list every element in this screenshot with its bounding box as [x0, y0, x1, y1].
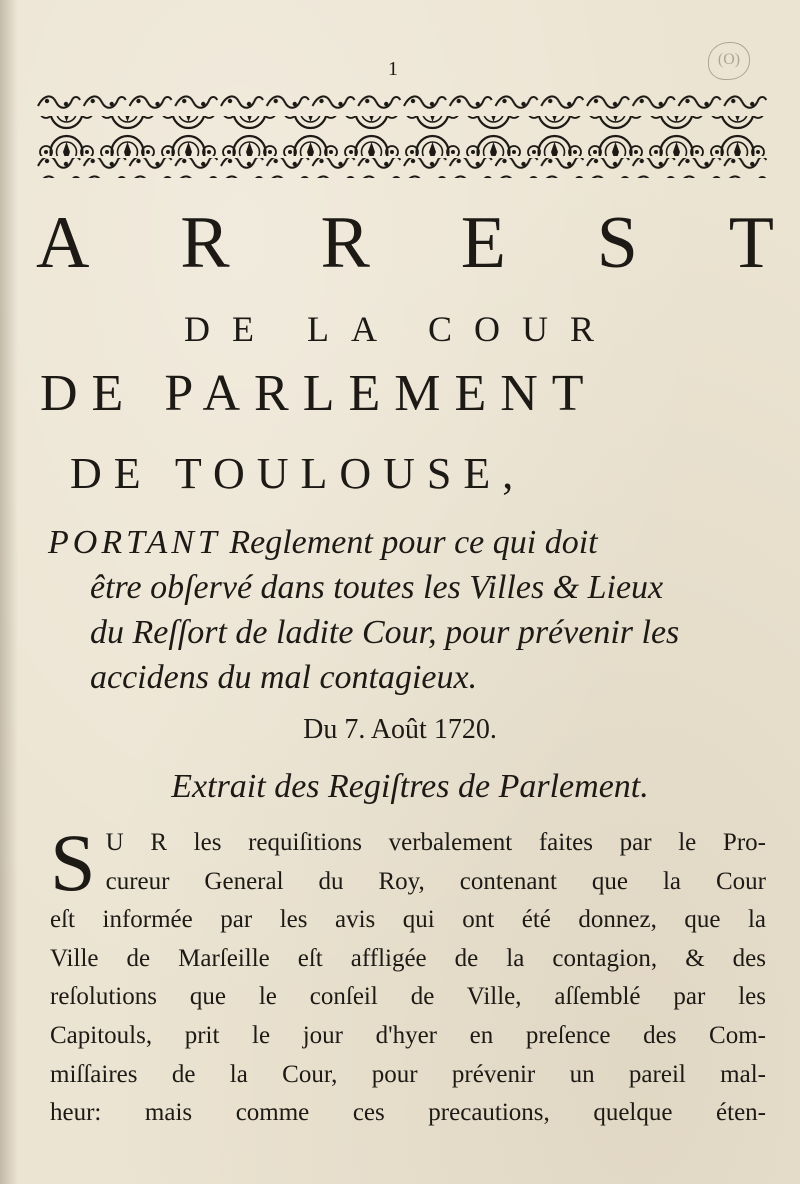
body-line: heur: mais comme ces precautions, quelque éten-: [50, 1099, 766, 1127]
title-de-toulouse: DE TOULOUSE,: [70, 449, 526, 498]
title-letter: S: [596, 201, 638, 284]
decree-date: Du 7. Août 1720.: [303, 714, 497, 745]
subtitle-lead: PORTANT: [48, 524, 221, 561]
subtitle-line-1-text: Reglement pour ce qui doit: [229, 524, 598, 561]
title-letter: R: [180, 201, 230, 284]
subtitle: [48, 520, 760, 700]
page-number: 1: [388, 58, 398, 80]
title-letter: T: [728, 201, 774, 284]
library-stamp: (O): [708, 42, 750, 80]
body-line: miſſaires de la Cour, pour prévenir un pareil mal-: [50, 1060, 766, 1088]
extract-heading: Extrait des Regiſtres de Parlement.: [171, 768, 649, 805]
subtitle-line-3: du Reſſort de ladite Cour, pour prévenir les: [90, 614, 680, 651]
subtitle-line-1: [48, 520, 760, 565]
title-de-parlement: DE PARLEMENT: [40, 365, 598, 422]
body-line: reſolutions que le conſeil de Ville, aſſemblé par les: [50, 983, 766, 1011]
title-de-la-cour: DE LA COUR: [183, 309, 616, 349]
body-paragraph: [50, 817, 766, 1133]
body-line: cureur General du Roy, contenant que la Cour: [105, 867, 766, 895]
body-line: Ville de Marſeille eſt affligée de la contagion, & des: [50, 944, 766, 972]
title-letter: R: [320, 201, 370, 284]
title-letter: A: [36, 201, 90, 284]
page-edge-shadow: [0, 0, 18, 1184]
subtitle-line-4: accidens du mal contagieux.: [90, 659, 478, 696]
decorative-header-ornament: [36, 92, 768, 180]
body-line: Capitouls, prit le jour d'hyer en preſence des Com-: [50, 1021, 766, 1049]
body-line: eſt informée par les avis qui ont été donnez, que la: [50, 906, 766, 934]
ornament-band-icon: [36, 92, 768, 180]
subtitle-line-2: être obſervé dans toutes les Villes & Lieux: [90, 569, 664, 606]
title-letter: E: [460, 201, 506, 284]
body-line: U R les requiſitions verbalement faites par le Pro-: [105, 829, 766, 856]
title-arrest: [36, 198, 774, 288]
drop-cap: S: [50, 817, 96, 908]
